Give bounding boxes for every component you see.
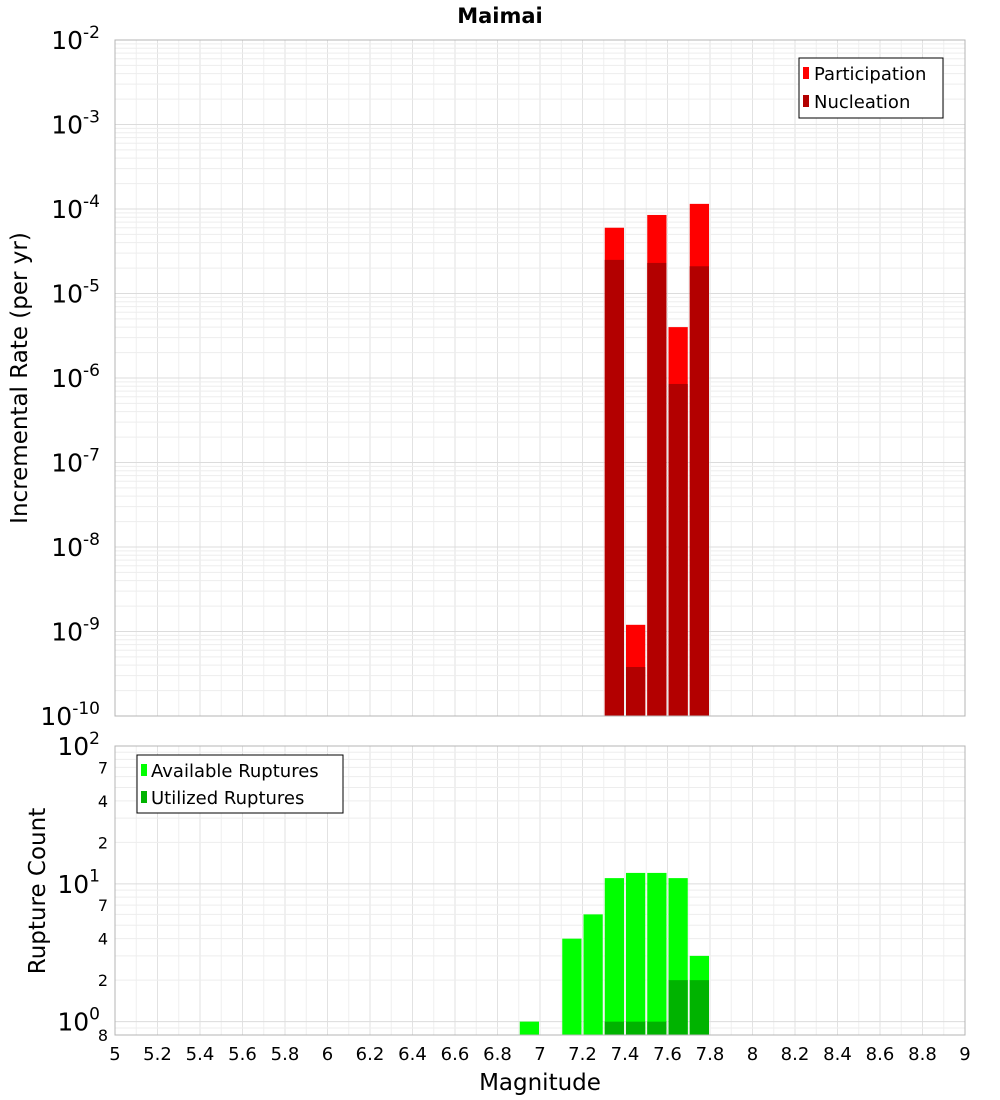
rate-y-tick-label: $10^{-7}$ bbox=[51, 445, 100, 478]
count-y-tick-label: 4 bbox=[97, 929, 108, 949]
rate-y-tick-label: $10^{-4}$ bbox=[51, 191, 100, 224]
rate-y-axis-ticks bbox=[40, 23, 100, 731]
count-y-tick-label: $10^0$ bbox=[57, 1004, 100, 1037]
rate-y-tick-label: $10^{-3}$ bbox=[51, 107, 100, 140]
magnitude-x-axis-ticks bbox=[109, 1044, 970, 1065]
count-plot-panel bbox=[25, 729, 971, 1096]
participation-legend-swatch bbox=[803, 67, 809, 79]
count-y-tick-label: 2 bbox=[97, 971, 108, 991]
x-tick-label: 8 bbox=[746, 1044, 759, 1065]
x-tick-label: 6 bbox=[321, 1044, 334, 1065]
count-y-axis-ticks bbox=[57, 729, 108, 1045]
x-tick-label: 7 bbox=[534, 1044, 546, 1065]
count-y-tick-label: 8 bbox=[97, 1026, 108, 1045]
utilized-ruptures-bar bbox=[647, 1022, 666, 1035]
rate-y-tick-label: $10^{-8}$ bbox=[51, 529, 100, 562]
participation-legend-label: Participation bbox=[814, 64, 927, 85]
x-tick-label: 8.8 bbox=[908, 1044, 937, 1065]
x-tick-label: 6.4 bbox=[398, 1044, 427, 1065]
chart-title: Maimai bbox=[457, 4, 543, 28]
count-legend bbox=[137, 755, 343, 813]
rate-legend bbox=[799, 58, 943, 118]
count-y-tick-label: 7 bbox=[97, 896, 108, 916]
count-y-axis-label: Rupture Count bbox=[25, 807, 51, 975]
x-tick-label: 7.6 bbox=[653, 1044, 682, 1065]
count-y-tick-label: $10^2$ bbox=[57, 728, 100, 761]
x-tick-label: 6.6 bbox=[440, 1044, 470, 1065]
rate-y-tick-label: $10^{-2}$ bbox=[51, 22, 100, 55]
available-legend-label: Available Ruptures bbox=[151, 761, 319, 782]
x-tick-label: 5.8 bbox=[270, 1044, 300, 1065]
utilized-legend-label: Utilized Ruptures bbox=[151, 788, 305, 809]
utilized-ruptures-bar bbox=[605, 1022, 624, 1035]
rate-y-tick-label: $10^{-5}$ bbox=[51, 276, 100, 309]
x-axis-label: Magnitude bbox=[479, 1070, 601, 1096]
rate-y-tick-label: $10^{-9}$ bbox=[51, 614, 100, 647]
x-tick-label: 7.8 bbox=[695, 1044, 725, 1065]
nucleation-legend-swatch bbox=[803, 95, 809, 107]
nucleation-bar bbox=[690, 266, 709, 716]
available-ruptures-bar bbox=[605, 878, 624, 1035]
nucleation-bar bbox=[647, 263, 666, 716]
x-tick-label: 8.6 bbox=[865, 1044, 895, 1065]
x-tick-label: 9 bbox=[959, 1044, 971, 1065]
rate-y-tick-label: $10^{-10}$ bbox=[40, 698, 100, 731]
available-ruptures-bar bbox=[562, 939, 581, 1035]
rate-y-axis-label: Incremental Rate (per yr) bbox=[7, 232, 33, 524]
available-legend-swatch bbox=[141, 764, 147, 776]
x-tick-label: 5 bbox=[109, 1044, 121, 1065]
available-ruptures-bar bbox=[626, 873, 645, 1035]
nucleation-legend-label: Nucleation bbox=[814, 92, 911, 113]
utilized-legend-swatch bbox=[141, 791, 147, 803]
x-tick-label: 7.4 bbox=[610, 1044, 640, 1065]
x-tick-label: 7.2 bbox=[568, 1044, 597, 1065]
count-y-tick-label: $10^1$ bbox=[57, 866, 100, 899]
utilized-ruptures-bar bbox=[626, 1022, 645, 1035]
rate-plot-panel bbox=[7, 23, 965, 731]
utilized-ruptures-bar bbox=[690, 980, 709, 1035]
count-y-tick-label: 7 bbox=[97, 758, 108, 778]
x-tick-label: 5.4 bbox=[185, 1044, 215, 1065]
available-ruptures-bar bbox=[584, 914, 603, 1035]
rate-plot-bars bbox=[605, 204, 709, 716]
utilized-ruptures-bar bbox=[669, 980, 688, 1035]
available-ruptures-bar bbox=[520, 1022, 539, 1035]
nucleation-bar bbox=[605, 260, 624, 716]
x-tick-label: 5.6 bbox=[228, 1044, 257, 1065]
count-y-tick-label: 2 bbox=[97, 833, 108, 853]
count-y-tick-label: 4 bbox=[97, 791, 108, 811]
rate-y-tick-label: $10^{-6}$ bbox=[51, 360, 100, 393]
x-tick-label: 8.4 bbox=[823, 1044, 852, 1065]
x-tick-label: 5.2 bbox=[143, 1044, 172, 1065]
x-tick-label: 6.2 bbox=[355, 1044, 385, 1065]
rate-plot-grid bbox=[115, 40, 965, 716]
nucleation-bar bbox=[626, 667, 645, 716]
nucleation-bar bbox=[669, 384, 688, 716]
available-ruptures-bar bbox=[647, 873, 666, 1035]
x-tick-label: 8.2 bbox=[780, 1044, 810, 1065]
x-tick-label: 6.8 bbox=[483, 1044, 512, 1065]
